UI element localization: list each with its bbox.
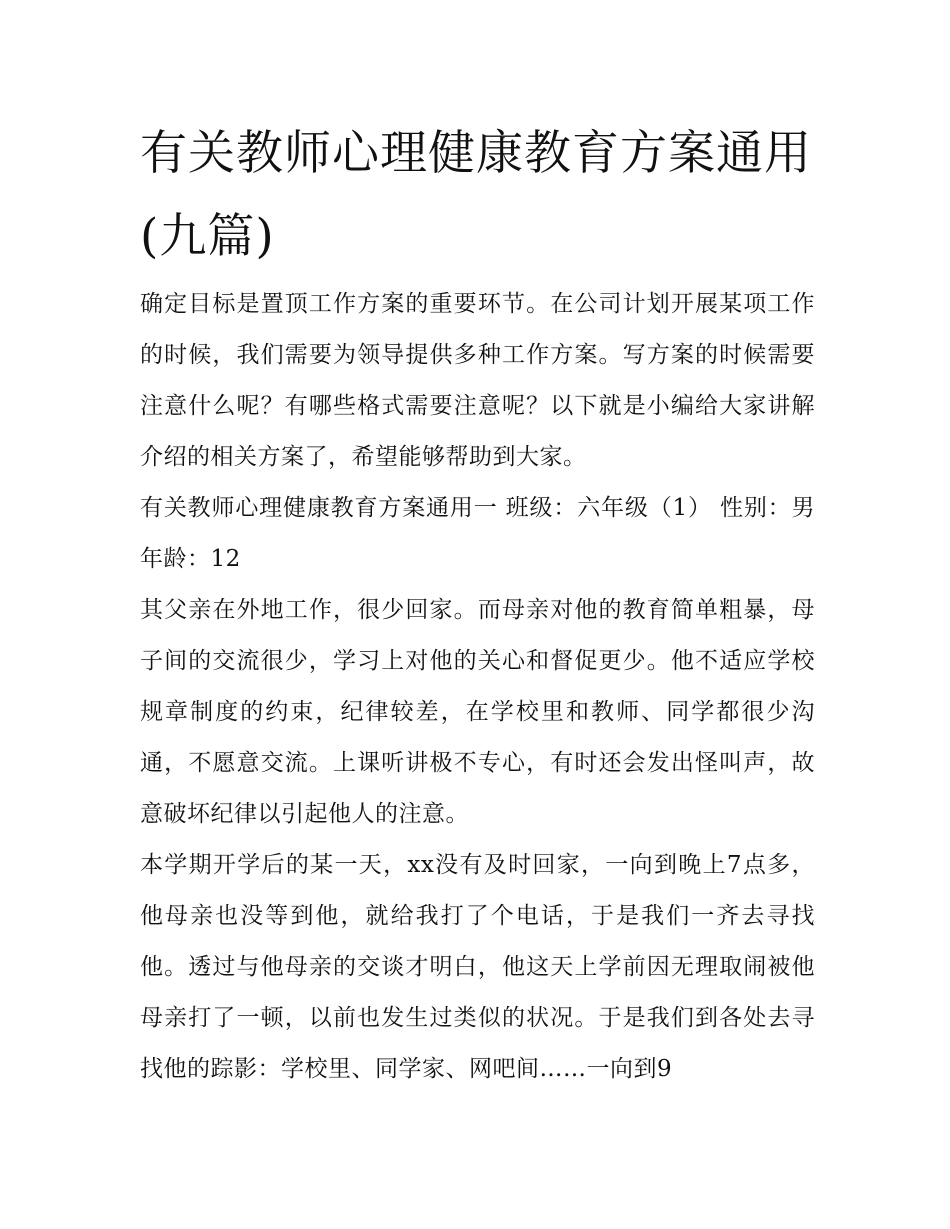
- document-title: 有关教师心理健康教育方案通用(九篇): [140, 126, 812, 264]
- intro-paragraph: 确定目标是置顶工作方案的重要环节。在公司计划开展某项工作的时候，我们需要为领导提供多种工作方案。写方案的时候需要注意什么呢？有哪些格式需要注意呢？以下就是小编给大家讲解介绍的相关方案了，希望能够帮助到大家。: [140, 291, 815, 470]
- section-heading-paragraph: 有关教师心理健康教育方案通用一 班级：六年级（1） 性别：男 年龄：12: [140, 495, 815, 572]
- document-body: [140, 279, 815, 1095]
- incident-paragraph: 本学期开学后的某一天，xx没有及时回家，一向到晚上7点多，他母亲也没等到他，就给我打了个电话，于是我们一齐去寻找他。透过与他母亲的交谈才明白，他这天上学前因无理取闹被他母亲打了一顿，以前也发生过类似的状况。于是我们到各处去寻找他的踪影：学校里、同学家、网吧间……一向到9: [140, 852, 815, 1082]
- background-paragraph: 其父亲在外地工作，很少回家。而母亲对他的教育简单粗暴，母子间的交流很少，学习上对他的关心和督促更少。他不适应学校规章制度的约束，纪律较差，在学校里和教师、同学都很少沟通，不愿意交流。上课听讲极不专心，有时还会发出怪叫声，故意破坏纪律以引起他人的注意。: [140, 597, 815, 827]
